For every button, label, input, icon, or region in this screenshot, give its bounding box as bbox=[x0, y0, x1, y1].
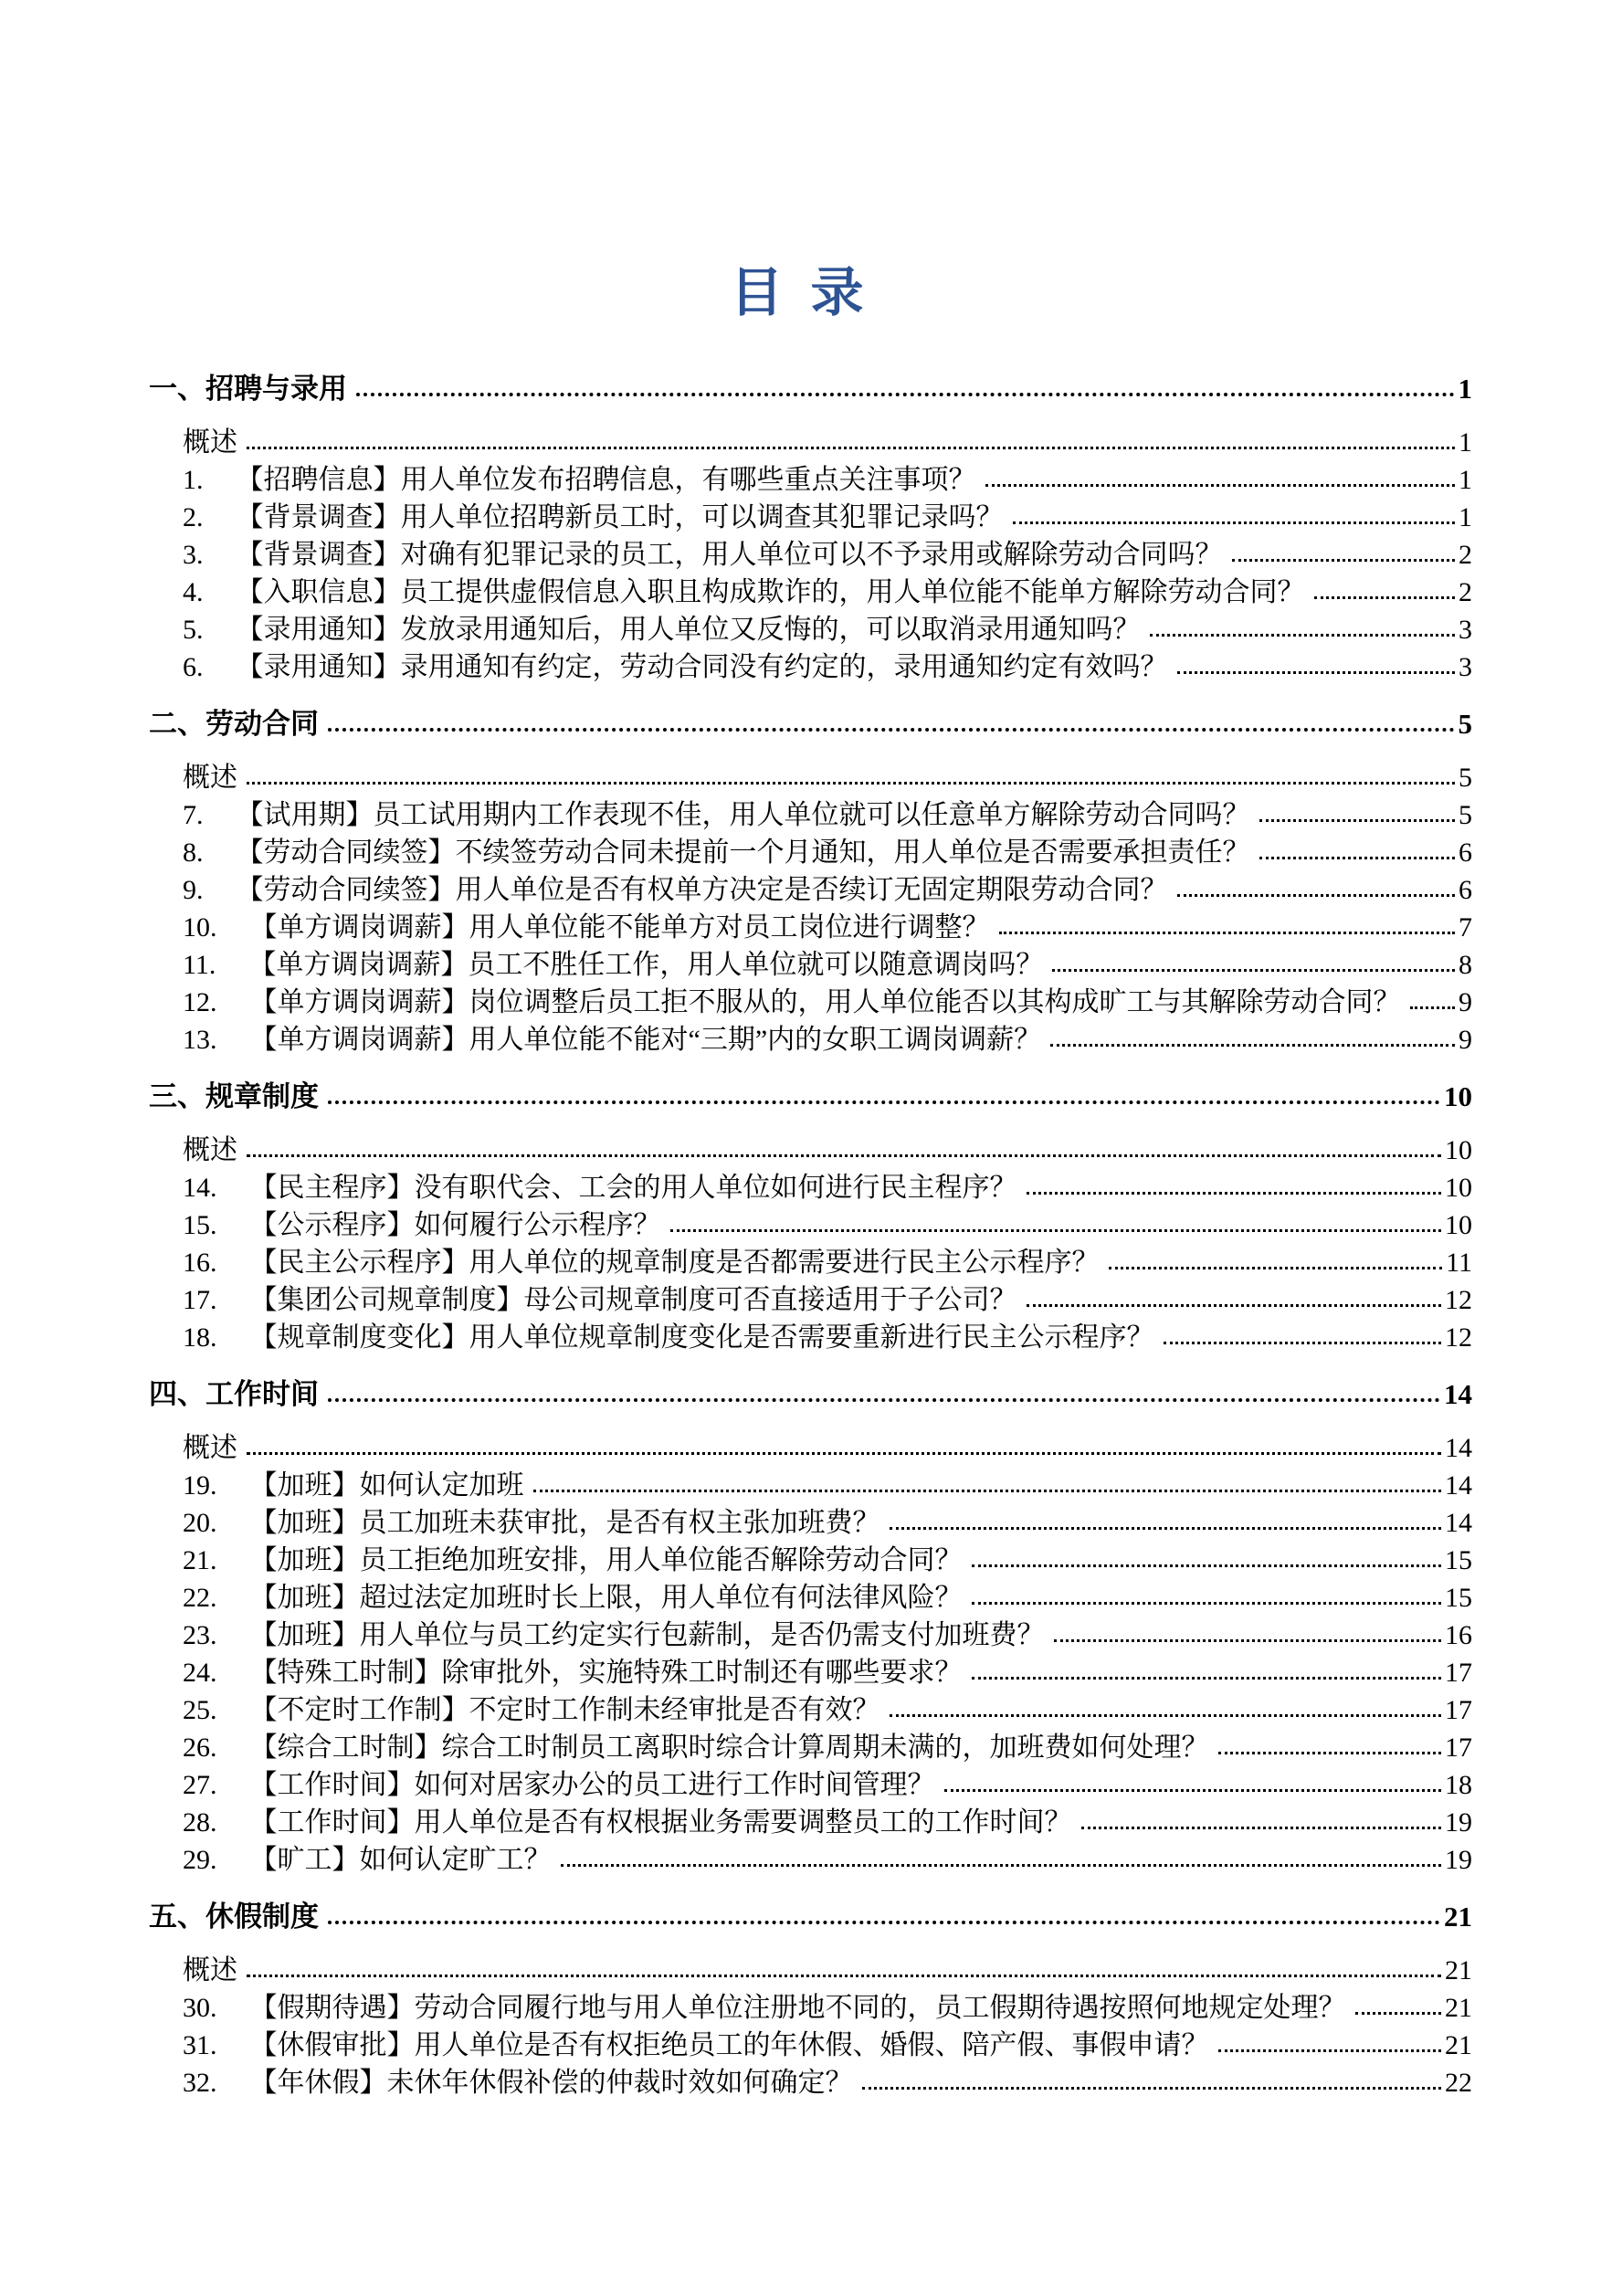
toc-entry-number: 30. bbox=[183, 1993, 217, 2023]
toc-entry-number: 2. bbox=[183, 502, 204, 532]
table-of-contents bbox=[149, 369, 1472, 2101]
toc-section-labor-contract bbox=[149, 704, 1472, 1058]
dot-leader bbox=[247, 1452, 1441, 1455]
toc-entry-page: 15 bbox=[1445, 1545, 1472, 1575]
toc-entry-label: 【背景调查】用人单位招聘新员工时，可以调查其犯罪记录吗？ bbox=[236, 502, 1004, 532]
toc-entry-label: 【加班】员工拒绝加班安排，用人单位能否解除劳动合同？ bbox=[249, 1545, 963, 1575]
dot-leader bbox=[1218, 2049, 1442, 2052]
toc-entry-label: 概述 bbox=[183, 1433, 237, 1463]
dot-leader bbox=[985, 484, 1456, 487]
dot-leader bbox=[1410, 1006, 1456, 1009]
toc-entry-page: 21 bbox=[1445, 2030, 1472, 2060]
dot-leader bbox=[328, 728, 1455, 732]
dot-leader bbox=[999, 932, 1456, 934]
toc-entry-number: 22. bbox=[183, 1583, 217, 1613]
dot-leader bbox=[670, 1229, 1442, 1232]
toc-entry-page: 19 bbox=[1445, 1807, 1472, 1838]
toc-entry-label: 【劳动合同续签】不续签劳动合同未提前一个月通知，用人单位是否需要承担责任？ bbox=[236, 837, 1250, 868]
toc-entry-label: 【入职信息】员工提供虚假信息入职且构成欺诈的，用人单位能不能单方解除劳动合同？ bbox=[236, 577, 1305, 607]
toc-entry-label: 【单方调岗调薪】用人单位能不能单方对员工岗位进行调整？ bbox=[249, 912, 990, 943]
section-page-number: 21 bbox=[1444, 1901, 1472, 1933]
toc-entry-number: 14. bbox=[183, 1173, 217, 1203]
toc-entry-page: 17 bbox=[1445, 1733, 1472, 1763]
toc-entry-number: 18. bbox=[183, 1322, 217, 1353]
toc-entry-label: 【加班】用人单位与员工约定实行包薪制，是否仍需支付加班费？ bbox=[249, 1620, 1045, 1650]
dot-leader bbox=[561, 1864, 1442, 1867]
toc-entry-number: 27. bbox=[183, 1770, 217, 1800]
toc-entry[interactable] bbox=[183, 1654, 1472, 1691]
toc-section-leave-system bbox=[149, 1897, 1472, 2101]
toc-entry-label: 【不定时工作制】不定时工作制未经审批是否有效？ bbox=[249, 1695, 880, 1725]
toc-entry-page: 2 bbox=[1459, 577, 1472, 607]
toc-entry-page: 15 bbox=[1445, 1583, 1472, 1613]
toc-entry[interactable] bbox=[183, 1989, 1472, 2027]
dot-leader bbox=[1150, 634, 1456, 637]
toc-entry-label: 概述 bbox=[183, 763, 237, 793]
toc-section-recruitment bbox=[149, 369, 1472, 686]
toc-entry-page: 3 bbox=[1459, 615, 1472, 645]
toc-entry-overview[interactable] bbox=[183, 759, 1472, 796]
toc-entry-page: 14 bbox=[1445, 1470, 1472, 1501]
dot-leader bbox=[533, 1490, 1442, 1492]
toc-entry-page: 5 bbox=[1459, 763, 1472, 793]
toc-entry-page: 12 bbox=[1445, 1285, 1472, 1315]
toc-entry-page: 1 bbox=[1459, 502, 1472, 532]
toc-entry-number: 23. bbox=[183, 1620, 217, 1650]
toc-entry-page: 5 bbox=[1459, 800, 1472, 830]
dot-leader bbox=[972, 1677, 1442, 1680]
toc-entry-number: 7. bbox=[183, 800, 204, 830]
dot-leader bbox=[972, 1564, 1442, 1567]
toc-entry-number: 5. bbox=[183, 615, 204, 645]
toc-entry-number: 13. bbox=[183, 1025, 217, 1055]
dot-leader bbox=[1177, 671, 1456, 674]
toc-entry-label: 【加班】如何认定加班 bbox=[249, 1470, 524, 1501]
toc-entry-page: 6 bbox=[1459, 875, 1472, 905]
toc-entry[interactable] bbox=[183, 1804, 1472, 1841]
toc-entry[interactable] bbox=[183, 2027, 1472, 2064]
toc-entry-label: 【背景调查】对确有犯罪记录的员工，用人单位可以不予录用或解除劳动合同吗？ bbox=[236, 540, 1223, 570]
toc-section-heading[interactable] bbox=[149, 1897, 1472, 1937]
toc-entry-number: 10. bbox=[183, 912, 217, 943]
toc-entry[interactable] bbox=[183, 1244, 1472, 1281]
toc-entry-number: 11. bbox=[183, 950, 216, 980]
toc-entry[interactable] bbox=[183, 909, 1472, 946]
toc-entry-label: 【试用期】员工试用期内工作表现不佳，用人单位就可以任意单方解除劳动合同吗？ bbox=[236, 800, 1250, 830]
dot-leader bbox=[1314, 596, 1456, 599]
dot-leader bbox=[1052, 969, 1455, 972]
dot-leader bbox=[247, 1154, 1441, 1157]
toc-entry-page: 7 bbox=[1459, 912, 1472, 943]
dot-leader bbox=[1232, 559, 1456, 562]
toc-entry-label: 【工作时间】用人单位是否有权根据业务需要调整员工的工作时间？ bbox=[249, 1807, 1072, 1838]
toc-entry-label: 【录用通知】录用通知有约定，劳动合同没有约定的，录用通知约定有效吗？ bbox=[236, 652, 1168, 682]
dot-leader bbox=[1164, 1342, 1442, 1344]
toc-entry[interactable] bbox=[183, 461, 1472, 499]
toc-entry-page: 8 bbox=[1459, 950, 1472, 980]
toc-entry-number: 16. bbox=[183, 1248, 217, 1278]
toc-entry-page: 19 bbox=[1445, 1845, 1472, 1875]
toc-entry[interactable] bbox=[183, 2064, 1472, 2101]
dot-leader bbox=[1027, 1304, 1442, 1307]
toc-entry[interactable] bbox=[183, 611, 1472, 648]
dot-leader bbox=[356, 393, 1455, 396]
toc-entry-number: 12. bbox=[183, 987, 217, 1017]
toc-entry[interactable] bbox=[183, 1579, 1472, 1617]
section-heading-label: 三、规章制度 bbox=[149, 1080, 319, 1112]
dot-leader bbox=[1259, 819, 1456, 822]
toc-entry-number: 4. bbox=[183, 577, 204, 607]
dot-leader bbox=[1218, 1752, 1442, 1754]
toc-entry-label: 【单方调岗调薪】员工不胜任工作，用人单位就可以随意调岗吗？ bbox=[248, 950, 1044, 980]
dot-leader bbox=[1013, 521, 1456, 524]
toc-entry-label: 概述 bbox=[183, 1955, 237, 1985]
toc-entry[interactable] bbox=[183, 946, 1472, 984]
toc-entry-number: 1. bbox=[183, 465, 204, 495]
toc-entry-page: 1 bbox=[1459, 465, 1472, 495]
toc-entry[interactable] bbox=[183, 1021, 1472, 1058]
toc-entry-page: 10 bbox=[1445, 1210, 1472, 1240]
dot-leader bbox=[247, 1975, 1441, 1977]
toc-entry-number: 26. bbox=[183, 1733, 217, 1763]
toc-entry-number: 28. bbox=[183, 1807, 217, 1838]
toc-entry-number: 8. bbox=[183, 837, 204, 868]
toc-entry-label: 【单方调岗调薪】岗位调整后员工拒不服从的，用人单位能否以其构成旷工与其解除劳动合同？ bbox=[249, 987, 1401, 1017]
dot-leader bbox=[1177, 894, 1456, 897]
toc-entry-page: 10 bbox=[1445, 1173, 1472, 1203]
toc-entry[interactable] bbox=[183, 871, 1472, 909]
toc-entry-label: 【规章制度变化】用人单位规章制度变化是否需要重新进行民主公示程序？ bbox=[249, 1322, 1154, 1353]
toc-entry-page: 14 bbox=[1445, 1508, 1472, 1538]
toc-entry[interactable] bbox=[183, 1281, 1472, 1319]
dot-leader bbox=[1050, 1044, 1455, 1047]
toc-entry[interactable] bbox=[183, 1691, 1472, 1729]
toc-entry[interactable] bbox=[183, 1841, 1472, 1879]
toc-entry[interactable] bbox=[183, 1766, 1472, 1804]
toc-section-heading[interactable] bbox=[149, 704, 1472, 744]
toc-entry-label: 【加班】超过法定加班时长上限，用人单位有何法律风险？ bbox=[249, 1583, 963, 1613]
toc-entry-page: 16 bbox=[1445, 1620, 1472, 1650]
toc-entry[interactable] bbox=[183, 1542, 1472, 1579]
dot-leader bbox=[1027, 1192, 1442, 1195]
section-heading-label: 一、招聘与录用 bbox=[149, 373, 347, 405]
toc-entry-number: 29. bbox=[183, 1845, 217, 1875]
section-page-number: 14 bbox=[1444, 1378, 1472, 1410]
toc-entry-number: 24. bbox=[183, 1658, 217, 1688]
toc-entry-page: 1 bbox=[1459, 427, 1472, 458]
toc-entry-page: 18 bbox=[1445, 1770, 1472, 1800]
toc-section-working-hours bbox=[149, 1374, 1472, 1879]
toc-entry-label: 【劳动合同续签】用人单位是否有权单方决定是否续订无固定期限劳动合同？ bbox=[236, 875, 1168, 905]
toc-entry-page: 17 bbox=[1445, 1695, 1472, 1725]
toc-entry-number: 3. bbox=[183, 540, 204, 570]
toc-entry-number: 15. bbox=[183, 1210, 217, 1240]
toc-entry[interactable] bbox=[183, 1729, 1472, 1766]
toc-entry-number: 31. bbox=[183, 2030, 217, 2060]
toc-entry-page: 22 bbox=[1445, 2068, 1472, 2098]
section-heading-label: 四、工作时间 bbox=[149, 1378, 319, 1410]
toc-entry-page: 21 bbox=[1445, 1955, 1472, 1985]
toc-entry-page: 9 bbox=[1459, 987, 1472, 1017]
toc-entry[interactable] bbox=[183, 1206, 1472, 1244]
toc-section-heading[interactable] bbox=[149, 369, 1472, 409]
toc-entry-label: 【工作时间】如何对居家办公的员工进行工作时间管理？ bbox=[249, 1770, 935, 1800]
toc-entry-page: 11 bbox=[1446, 1248, 1472, 1278]
toc-entry-label: 【民主程序】没有职代会、工会的用人单位如何进行民主程序？ bbox=[249, 1173, 1017, 1203]
toc-entry[interactable] bbox=[183, 1319, 1472, 1356]
toc-entry-label: 【年休假】未休年休假补偿的仲裁时效如何确定？ bbox=[249, 2068, 853, 2098]
dot-leader bbox=[862, 2087, 1442, 2090]
dot-leader bbox=[1109, 1267, 1443, 1269]
toc-entry-overview[interactable] bbox=[183, 1429, 1472, 1467]
toc-entry-label: 【民主公示程序】用人单位的规章制度是否都需要进行民主公示程序？ bbox=[249, 1248, 1100, 1278]
section-heading-label: 二、劳动合同 bbox=[149, 708, 319, 740]
toc-entry[interactable] bbox=[183, 834, 1472, 871]
toc-entry[interactable] bbox=[183, 796, 1472, 834]
section-page-number: 10 bbox=[1444, 1080, 1472, 1112]
toc-entry-page: 14 bbox=[1445, 1433, 1472, 1463]
toc-entry-label: 【特殊工时制】除审批外，实施特殊工时制还有哪些要求？ bbox=[249, 1658, 963, 1688]
dot-leader bbox=[1259, 857, 1456, 859]
toc-entry-label: 【录用通知】发放录用通知后，用人单位又反悔的，可以取消录用通知吗？ bbox=[236, 615, 1141, 645]
dot-leader bbox=[890, 1714, 1442, 1717]
toc-entry-page: 6 bbox=[1459, 837, 1472, 868]
toc-entry-label: 【加班】员工加班未获审批，是否有权主张加班费？ bbox=[249, 1508, 880, 1538]
toc-entry-label: 【旷工】如何认定旷工？ bbox=[249, 1845, 552, 1875]
dot-leader bbox=[1081, 1827, 1442, 1829]
toc-entry-number: 21. bbox=[183, 1545, 217, 1575]
dot-leader bbox=[328, 1398, 1440, 1402]
dot-leader bbox=[328, 1101, 1440, 1104]
dot-leader bbox=[944, 1789, 1442, 1792]
toc-entry-label: 概述 bbox=[183, 1135, 237, 1165]
toc-entry-number: 6. bbox=[183, 652, 204, 682]
toc-entry-page: 10 bbox=[1445, 1135, 1472, 1165]
toc-entry-label: 概述 bbox=[183, 427, 237, 458]
toc-entry-number: 25. bbox=[183, 1695, 217, 1725]
dot-leader bbox=[972, 1602, 1442, 1605]
toc-entry[interactable] bbox=[183, 536, 1472, 574]
section-page-number: 5 bbox=[1458, 708, 1472, 740]
toc-entry[interactable] bbox=[183, 1169, 1472, 1206]
toc-entry[interactable] bbox=[183, 499, 1472, 536]
toc-entry-number: 32. bbox=[183, 2068, 217, 2098]
toc-section-heading[interactable] bbox=[149, 1077, 1472, 1117]
toc-entry-page: 3 bbox=[1459, 652, 1472, 682]
toc-entry-overview[interactable] bbox=[183, 1132, 1472, 1169]
toc-section-heading[interactable] bbox=[149, 1374, 1472, 1415]
dot-leader bbox=[1054, 1639, 1442, 1642]
dot-leader bbox=[328, 1921, 1440, 1924]
toc-entry-label: 【招聘信息】用人单位发布招聘信息，有哪些重点关注事项？ bbox=[236, 465, 976, 495]
dot-leader bbox=[1355, 2012, 1442, 2015]
toc-entry-label: 【公示程序】如何履行公示程序？ bbox=[249, 1210, 661, 1240]
section-heading-label: 五、休假制度 bbox=[149, 1901, 319, 1933]
toc-entry-page: 9 bbox=[1459, 1025, 1472, 1055]
toc-entry[interactable] bbox=[183, 648, 1472, 686]
toc-entry-overview[interactable] bbox=[183, 1952, 1472, 1989]
toc-entry-label: 【休假审批】用人单位是否有权拒绝员工的年休假、婚假、陪产假、事假申请？ bbox=[249, 2030, 1209, 2060]
toc-entry[interactable] bbox=[183, 1467, 1472, 1504]
toc-section-rules bbox=[149, 1077, 1472, 1356]
toc-entry-number: 20. bbox=[183, 1508, 217, 1538]
dot-leader bbox=[247, 782, 1455, 785]
toc-entry-number: 17. bbox=[183, 1285, 217, 1315]
toc-entry-page: 21 bbox=[1445, 1993, 1472, 2023]
toc-entry[interactable] bbox=[183, 1617, 1472, 1654]
toc-entry-label: 【假期待遇】劳动合同履行地与用人单位注册地不同的，员工假期待遇按照何地规定处理？ bbox=[249, 1993, 1346, 2023]
toc-entry-label: 【单方调岗调薪】用人单位能不能对“三期”内的女职工调岗调薪？ bbox=[249, 1025, 1042, 1055]
toc-entry-number: 9. bbox=[183, 875, 204, 905]
toc-entry-page: 2 bbox=[1459, 540, 1472, 570]
toc-entry-overview[interactable] bbox=[183, 424, 1472, 461]
toc-entry-label: 【综合工时制】综合工时制员工离职时综合计算周期未满的，加班费如何处理？ bbox=[249, 1733, 1209, 1763]
section-page-number: 1 bbox=[1458, 373, 1472, 405]
toc-entry-number: 19. bbox=[183, 1470, 217, 1501]
toc-entry-page: 12 bbox=[1445, 1322, 1472, 1353]
dot-leader bbox=[247, 447, 1455, 449]
toc-entry[interactable] bbox=[183, 984, 1472, 1021]
page-title: 目录 bbox=[730, 263, 891, 322]
toc-entry[interactable] bbox=[183, 1504, 1472, 1542]
toc-entry[interactable] bbox=[183, 574, 1472, 611]
toc-entry-page: 17 bbox=[1445, 1658, 1472, 1688]
toc-entry-label: 【集团公司规章制度】母公司规章制度可否直接适用于子公司？ bbox=[249, 1285, 1017, 1315]
dot-leader bbox=[890, 1527, 1442, 1530]
